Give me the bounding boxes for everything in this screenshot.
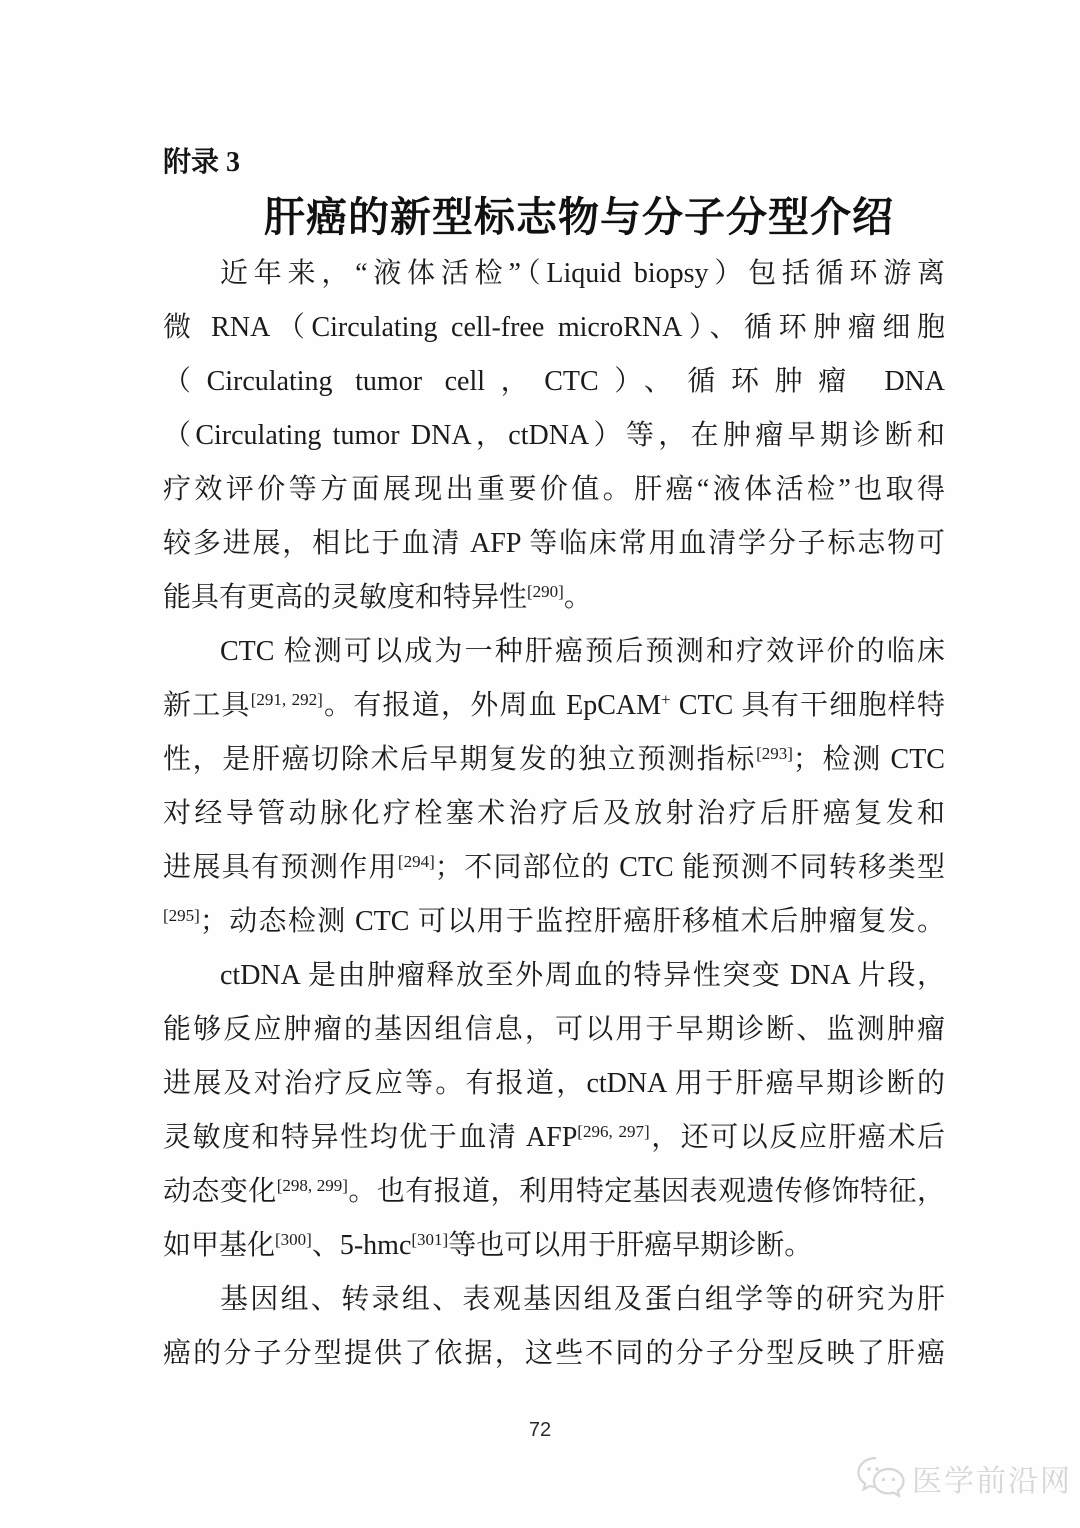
text-line: 近年来，“液体活检”（Liquid biopsy）包括循环游离 (220, 258, 945, 289)
text-line: （Circulating tumor DNA，ctDNA）等，在肿瘤早期诊断和 (163, 420, 945, 451)
text-line: 较多进展，相比于血清 AFP 等临床常用血清学分子标志物可 (163, 528, 945, 559)
text-line: 基因组、转录组、表观基因组及蛋白组学等的研究为肝 (220, 1284, 945, 1315)
text-line: [295]；动态检测 CTC 可以用于监控肝癌肝移植术后肿瘤复发。 (163, 906, 945, 937)
text-line: 如甲基化[300]、5-hmc[301]等也可以用于肝癌早期诊断。 (163, 1230, 813, 1261)
text-line: 微 RNA（Circulating cell-free microRNA）、循环肿瘤细胞 (163, 312, 945, 343)
watermark (855, 1455, 1072, 1501)
page-number: 72 (528, 1419, 552, 1441)
text-line: 能够反应肿瘤的基因组信息，可以用于早期诊断、监测肿瘤 (163, 1014, 945, 1045)
text-line: 新工具[291, 292]。有报道，外周血 EpCAM+ CTC 具有干细胞样特 (163, 690, 945, 721)
text-line: 能具有更高的灵敏度和特异性[290]。 (163, 582, 592, 613)
text-line: 动态变化[298, 299]。也有报道，利用特定基因表观遗传修饰特征， (163, 1176, 945, 1207)
text-line: 性，是肝癌切除术后早期复发的独立预测指标[293]；检测 CTC (163, 744, 945, 775)
text-line: 进展具有预测作用[294]；不同部位的 CTC 能预测不同转移类型 (163, 852, 945, 883)
text-line: 癌的分子分型提供了依据，这些不同的分子分型反映了肝癌 (163, 1338, 945, 1369)
text-line: 灵敏度和特异性均优于血清 AFP[296, 297]，还可以反应肝癌术后 (163, 1122, 945, 1153)
watermark-text: 医学前沿网 (912, 1465, 1072, 1498)
text-line: 疗效评价等方面展现出重要价值。肝癌“液体活检”也取得 (163, 474, 945, 505)
page-title: 肝癌的新型标志物与分子分型介绍 (264, 194, 894, 240)
wechat-icon (855, 1455, 907, 1501)
appendix-label: 附录 3 (163, 147, 241, 178)
text-line: ctDNA 是由肿瘤释放至外周血的特异性突变 DNA 片段， (220, 960, 945, 991)
body-text (163, 247, 945, 1381)
text-line: CTC 检测可以成为一种肝癌预后预测和疗效评价的临床 (220, 636, 945, 667)
text-line: 进展及对治疗反应等。有报道，ctDNA 用于肝癌早期诊断的 (163, 1068, 945, 1099)
text-line: （Circulating tumor cell，CTC）、循环肿瘤 DNA (163, 366, 945, 397)
text-line: 对经导管动脉化疗栓塞术治疗后及放射治疗后肝癌复发和 (163, 798, 945, 829)
